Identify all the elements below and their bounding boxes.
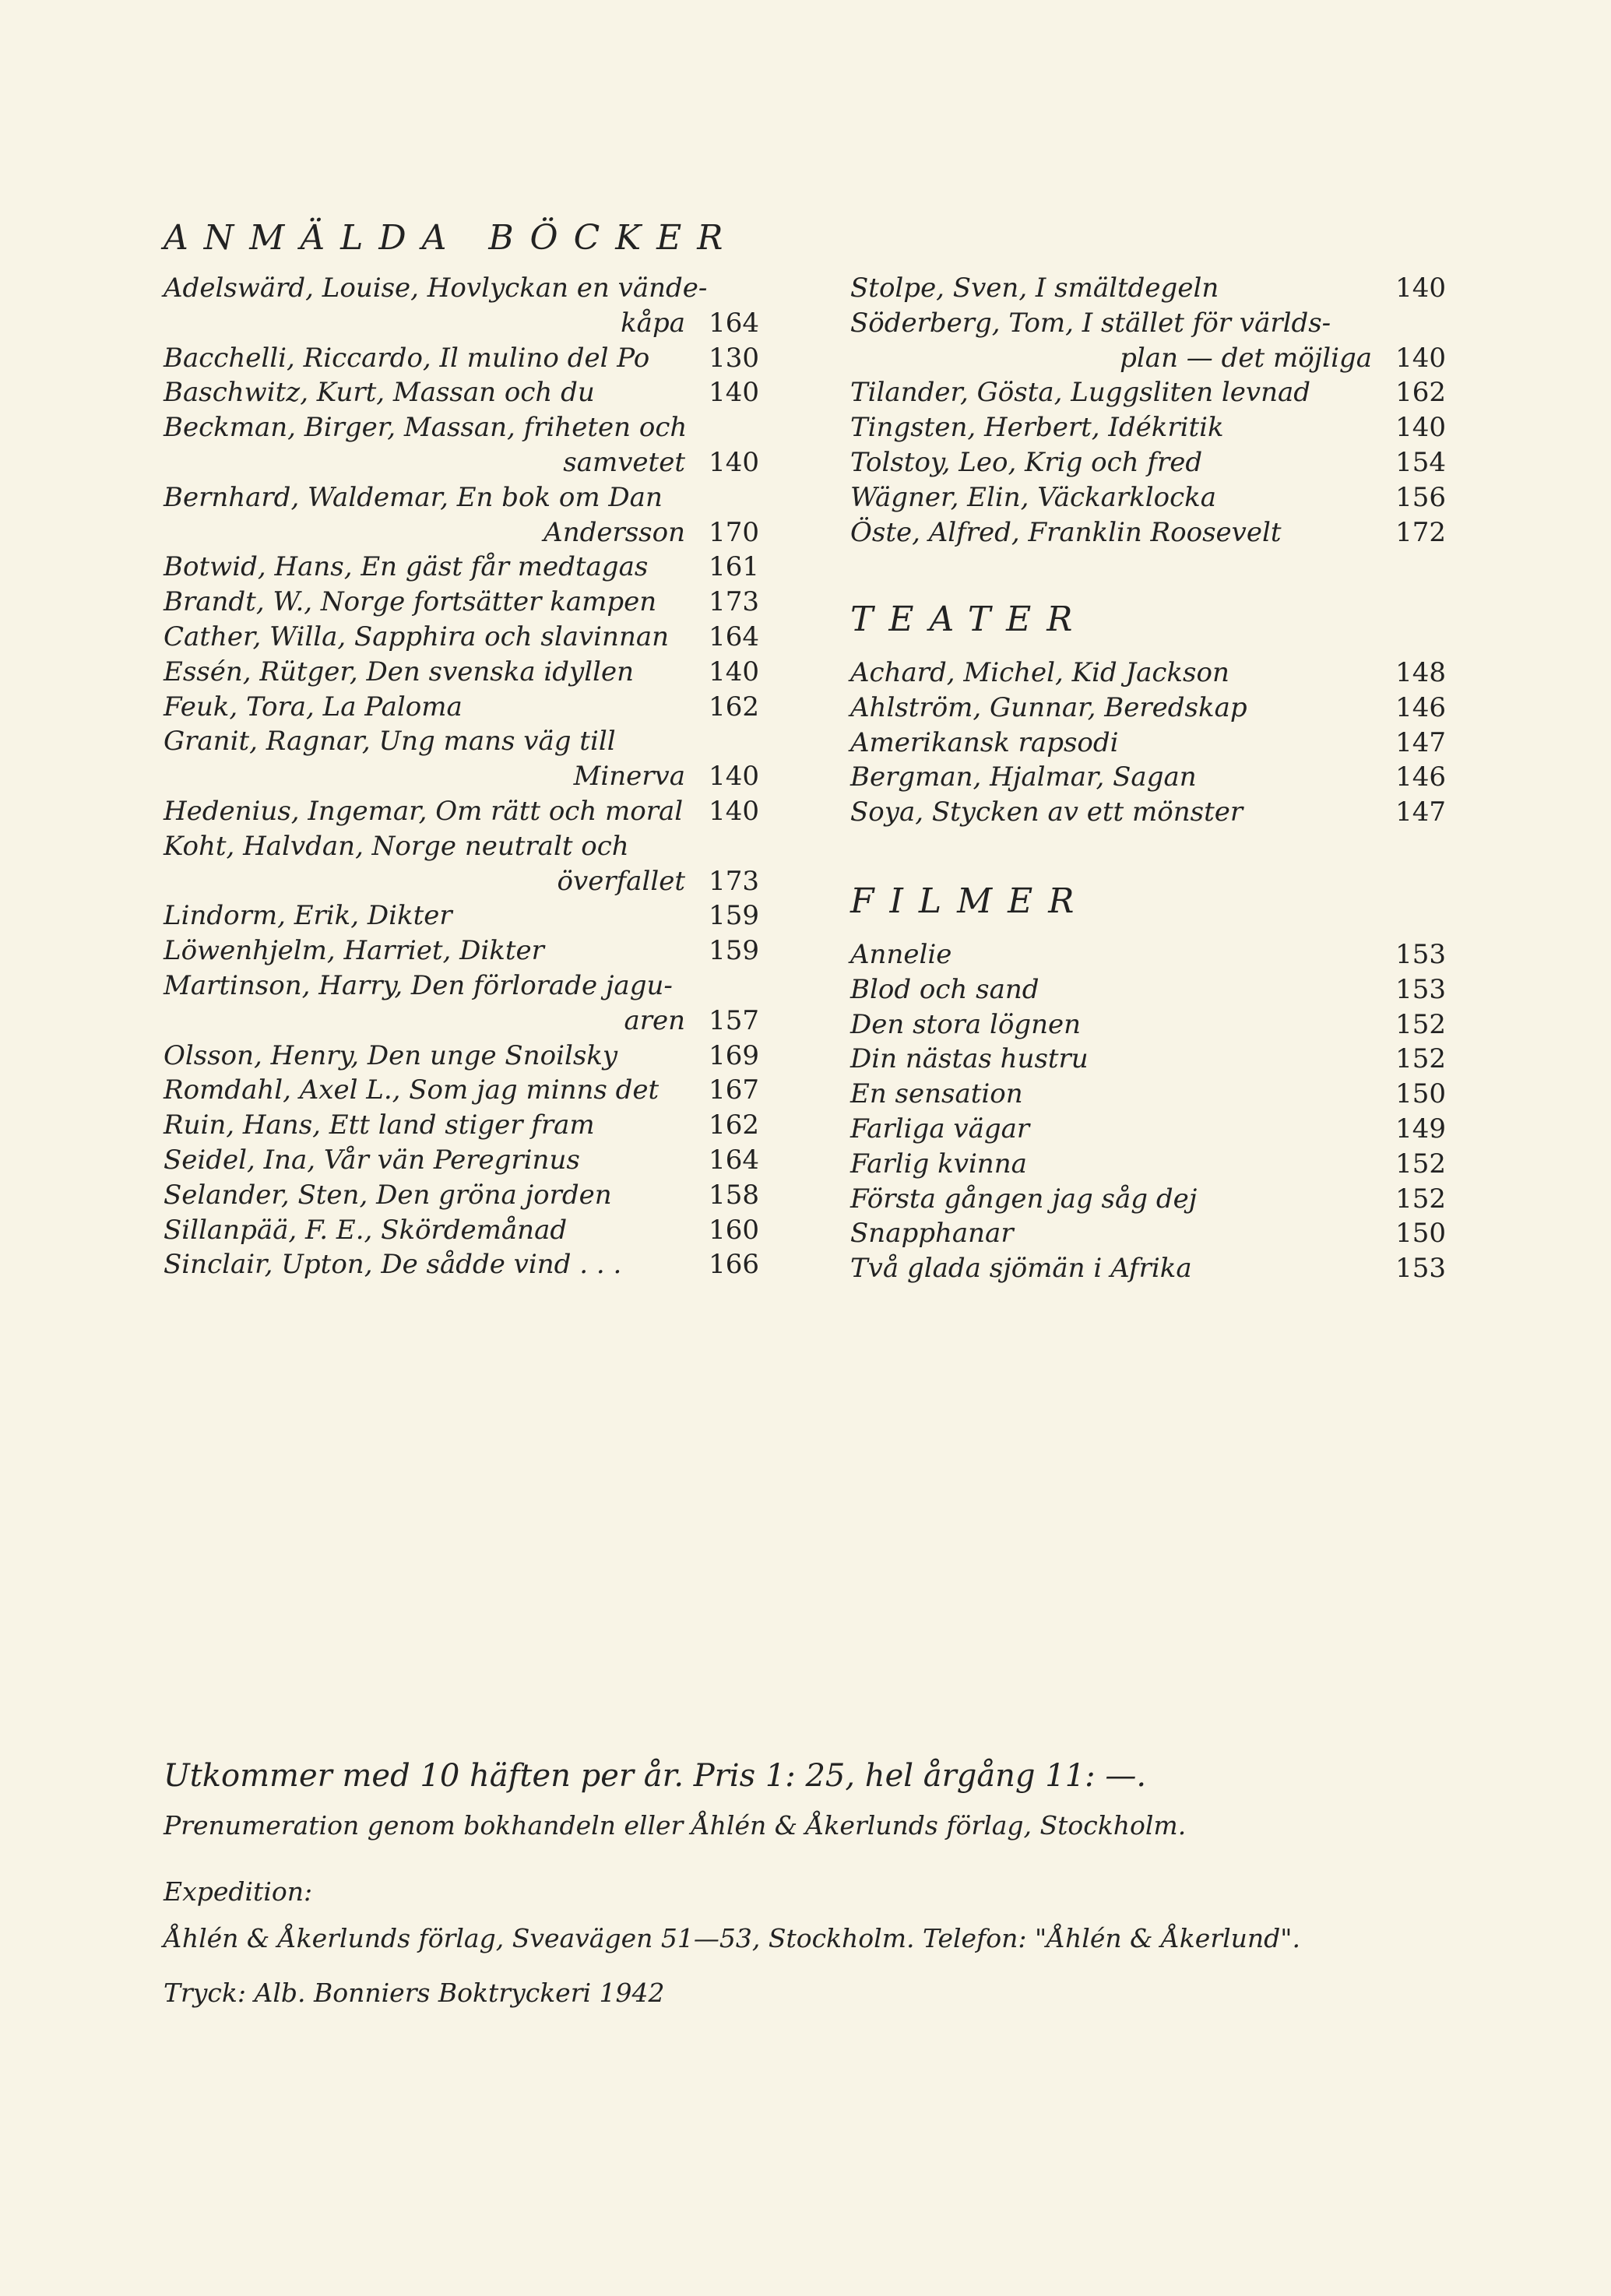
book-page-number: 164 bbox=[709, 621, 759, 652]
book-entry-text: Seidel, Ina, Vår vän Peregrinus bbox=[164, 1144, 580, 1176]
book-entry-text-cont: Andersson bbox=[543, 516, 685, 548]
book-page-number: 159 bbox=[709, 900, 759, 932]
film-entry-text: En sensation bbox=[850, 1078, 1023, 1110]
book-entry-text-cont: överfallet bbox=[557, 865, 685, 897]
book-page-number: 158 bbox=[709, 1179, 759, 1211]
book-entry-text: Lindorm, Erik, Dikter bbox=[164, 900, 452, 932]
film-page-number: 152 bbox=[1395, 1183, 1446, 1215]
teater-page-number: 146 bbox=[1395, 691, 1446, 723]
book-entry-text: Beckman, Birger, Massan, friheten och bbox=[164, 412, 688, 444]
book-page-number: 140 bbox=[709, 446, 759, 478]
book-entry-text: Bernhard, Waldemar, En bok om Dan bbox=[164, 481, 663, 513]
book-entry-text: Öste, Alfred, Franklin Roosevelt bbox=[850, 516, 1282, 548]
book-entry-text-cont: samvetet bbox=[563, 446, 685, 478]
film-entry-text: Farlig kvinna bbox=[850, 1148, 1027, 1180]
teater-heading: TEATER bbox=[850, 599, 1089, 639]
book-page-number: 170 bbox=[709, 516, 759, 548]
film-entry-text: Snapphanar bbox=[850, 1218, 1014, 1250]
book-entry-text: Sinclair, Upton, De sådde vind . . . bbox=[164, 1249, 622, 1281]
book-page-number: 167 bbox=[709, 1074, 759, 1106]
expedition-label: Expedition: bbox=[164, 1876, 313, 1907]
film-entry-text: Första gången jag såg dej bbox=[850, 1183, 1198, 1215]
film-page-number: 152 bbox=[1395, 1008, 1446, 1040]
teater-entry-text: Amerikansk rapsodi bbox=[850, 726, 1119, 758]
book-page-number: 169 bbox=[709, 1039, 759, 1071]
book-page-number: 140 bbox=[709, 796, 759, 827]
book-entry-text: Söderberg, Tom, I stället för världs- bbox=[850, 307, 1331, 339]
film-entry-text: Annelie bbox=[850, 939, 952, 970]
book-page-number: 173 bbox=[709, 865, 759, 897]
book-page-number: 140 bbox=[709, 761, 759, 793]
book-entry-text-cont: kåpa bbox=[621, 307, 685, 339]
filmer-heading: FILMER bbox=[850, 881, 1090, 921]
teater-entry-text: Bergman, Hjalmar, Sagan bbox=[850, 761, 1197, 793]
book-entry-text-cont: aren bbox=[624, 1004, 685, 1036]
film-page-number: 153 bbox=[1395, 1253, 1446, 1285]
book-page-number: 162 bbox=[709, 1109, 759, 1141]
book-entry-text: Ruin, Hans, Ett land stiger fram bbox=[164, 1109, 595, 1141]
book-entry-text: Cather, Willa, Sapphira och slavinnan bbox=[164, 621, 670, 652]
subscription-info: Utkommer med 10 häften per år. Pris 1: 25, hel årgång 11: —. bbox=[164, 1758, 1147, 1794]
book-entry-text: Romdahl, Axel L., Som jag minns det bbox=[164, 1074, 660, 1106]
book-entry-text: Koht, Halvdan, Norge neutralt och bbox=[164, 830, 629, 862]
book-entry-text: Wägner, Elin, Väckarklocka bbox=[850, 481, 1216, 513]
film-page-number: 153 bbox=[1395, 939, 1446, 970]
book-entry-text: Adelswärd, Louise, Hovlyckan en vände- bbox=[164, 272, 708, 304]
book-entry-text: Feuk, Tora, La Paloma bbox=[164, 691, 463, 723]
film-page-number: 149 bbox=[1395, 1113, 1446, 1144]
book-entry-text: Selander, Sten, Den gröna jorden bbox=[164, 1179, 612, 1211]
book-page-number: 161 bbox=[709, 551, 759, 583]
book-page-number: 140 bbox=[1395, 272, 1446, 304]
teater-entry-text: Achard, Michel, Kid Jackson bbox=[850, 657, 1229, 688]
book-page-number: 164 bbox=[709, 1144, 759, 1176]
book-page-number: 140 bbox=[709, 377, 759, 409]
book-entry-text: Hedenius, Ingemar, Om rätt och moral bbox=[164, 796, 684, 827]
expedition-address: Åhlén & Åkerlunds förlag, Sveavägen 51—53, Stockholm. Telefon: "Åhlén & Åkerlund". bbox=[164, 1923, 1300, 1953]
film-entry-text: Den stora lögnen bbox=[850, 1008, 1082, 1040]
book-entry-text-cont: plan — det möjliga bbox=[1120, 342, 1372, 374]
book-entry-text: Tolstoy, Leo, Krig och fred bbox=[850, 447, 1203, 478]
film-page-number: 153 bbox=[1395, 973, 1446, 1005]
film-entry-text: Blod och sand bbox=[850, 973, 1039, 1005]
printer-info: Tryck: Alb. Bonniers Boktryckeri 1942 bbox=[164, 1978, 665, 2008]
film-page-number: 152 bbox=[1395, 1148, 1446, 1180]
book-entry-text: Brandt, W., Norge fortsätter kampen bbox=[164, 586, 657, 618]
film-entry-text: Din nästas hustru bbox=[850, 1043, 1089, 1075]
book-page-number: 166 bbox=[709, 1249, 759, 1281]
teater-page-number: 147 bbox=[1395, 726, 1446, 758]
book-entry-text: Baschwitz, Kurt, Massan och du bbox=[164, 377, 595, 409]
books-heading: ANMÄLDA BÖCKER bbox=[164, 218, 739, 258]
film-entry-text: Farliga vägar bbox=[850, 1113, 1030, 1144]
book-entry-text: Löwenhjelm, Harriet, Dikter bbox=[164, 935, 544, 967]
teater-page-number: 148 bbox=[1395, 657, 1446, 688]
book-page-number: 173 bbox=[709, 586, 759, 618]
book-page-number: 160 bbox=[709, 1214, 759, 1246]
film-entry-text: Två glada sjömän i Afrika bbox=[850, 1253, 1192, 1285]
film-page-number: 152 bbox=[1395, 1043, 1446, 1075]
book-page-number: 157 bbox=[709, 1004, 759, 1036]
book-page-number: 130 bbox=[709, 342, 759, 374]
book-entry-text: Essén, Rütger, Den svenska idyllen bbox=[164, 656, 635, 687]
book-page-number: 159 bbox=[709, 935, 759, 967]
book-page-number: 154 bbox=[1395, 447, 1446, 478]
book-entry-text-cont: Minerva bbox=[573, 761, 685, 793]
book-page-number: 162 bbox=[1395, 377, 1446, 409]
book-page-number: 164 bbox=[709, 307, 759, 339]
prenumeration-info: Prenumeration genom bokhandeln eller Åhlén & Åkerlunds förlag, Stockholm. bbox=[164, 1810, 1187, 1841]
book-entry-text: Sillanpää, F. E., Skördemånad bbox=[164, 1214, 568, 1246]
book-page-number: 172 bbox=[1395, 516, 1446, 548]
book-page-number: 156 bbox=[1395, 481, 1446, 513]
film-page-number: 150 bbox=[1395, 1078, 1446, 1110]
film-page-number: 150 bbox=[1395, 1218, 1446, 1250]
teater-entry-text: Ahlström, Gunnar, Beredskap bbox=[850, 691, 1247, 723]
book-entry-text: Granit, Ragnar, Ung mans väg till bbox=[164, 726, 616, 758]
book-entry-text: Bacchelli, Riccardo, Il mulino del Po bbox=[164, 342, 650, 374]
book-page-number: 140 bbox=[709, 656, 759, 687]
book-entry-text: Martinson, Harry, Den förlorade jagu- bbox=[164, 970, 673, 1001]
book-entry-text: Tilander, Gösta, Luggsliten levnad bbox=[850, 377, 1311, 409]
book-page-number: 162 bbox=[709, 691, 759, 723]
book-page-number: 140 bbox=[1395, 342, 1446, 374]
teater-page-number: 146 bbox=[1395, 761, 1446, 793]
book-entry-text: Olsson, Henry, Den unge Snoilsky bbox=[164, 1039, 618, 1071]
teater-page-number: 147 bbox=[1395, 796, 1446, 828]
teater-entry-text: Soya, Stycken av ett mönster bbox=[850, 796, 1243, 828]
book-entry-text: Tingsten, Herbert, Idékritik bbox=[850, 412, 1224, 444]
book-page-number: 140 bbox=[1395, 412, 1446, 444]
book-entry-text: Botwid, Hans, En gäst får medtagas bbox=[164, 551, 649, 583]
book-entry-text: Stolpe, Sven, I smältdegeln bbox=[850, 272, 1219, 304]
